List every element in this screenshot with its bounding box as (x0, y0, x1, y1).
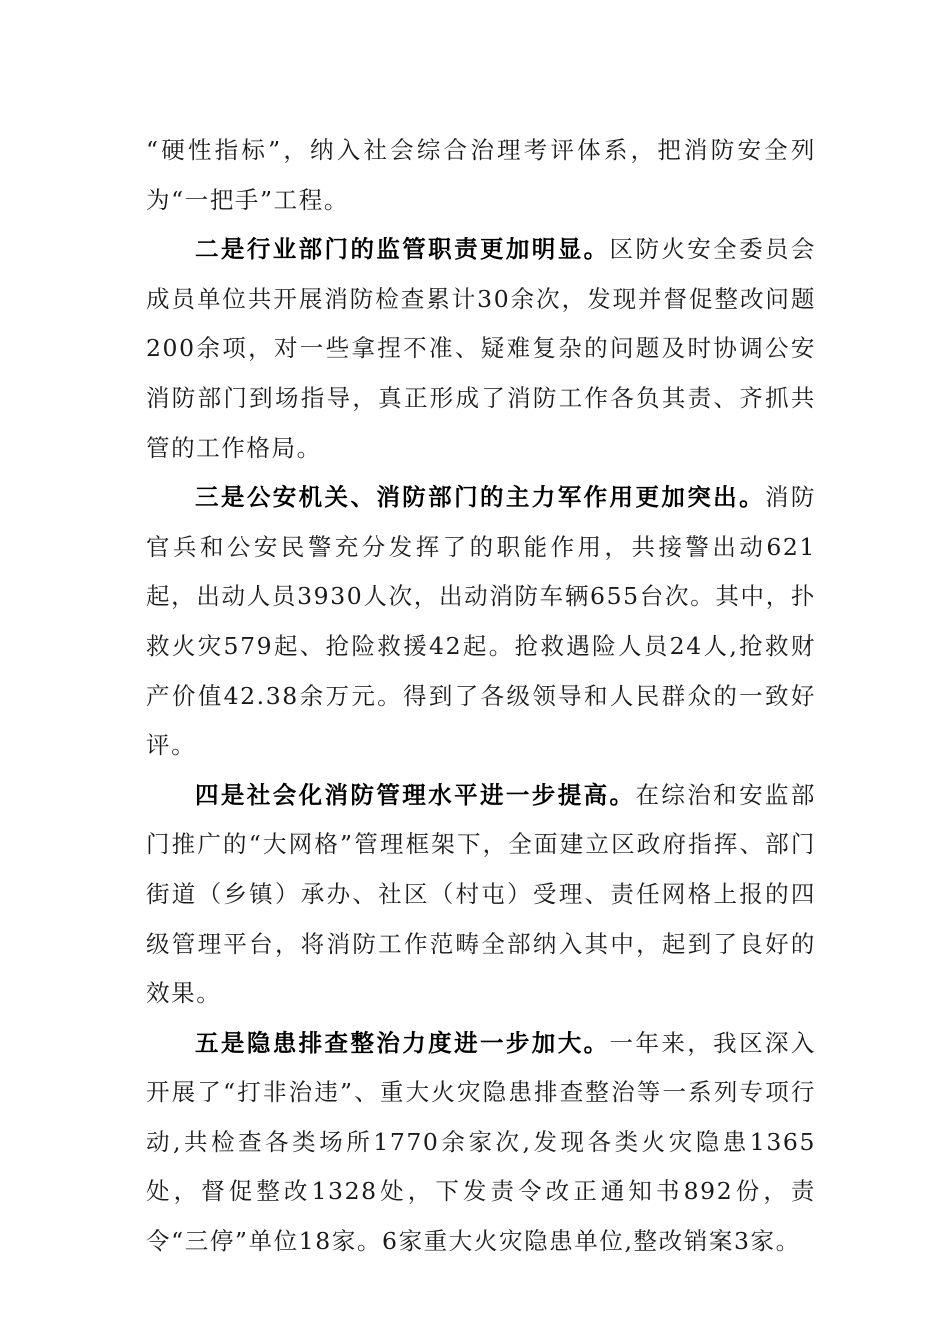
paragraph-text: 消防官兵和公安民警充分发挥了的职能作用，共接警出动621起，出动人员3930人次，出动消防车辆655台次。其中，扑救火灾579起、抢险救援42起。抢救遇险人员24人,抢救财产价值42.38余万元。得到了各级领导和人民群众的一致好评。 (146, 483, 816, 760)
paragraph-text: “硬性指标”，纳入社会综合治理考评体系，把消防安全列为“一把手”工程。 (146, 136, 816, 214)
paragraph-text: 一年来，我区深入开展了“打非治违”、重大火灾隐患排查整治等一系列专项行动,共检查各类场所1770余家次,发现各类火灾隐患1365处，督促整改1328处，下发责令改正通知书892份，责令“三停”单位18家。6家重大火灾隐患单位,整改销案3家。 (146, 1028, 816, 1256)
paragraph-heading: 三是公安机关、消防部门的主力军作用更加突出。 (195, 483, 765, 512)
paragraph-text: 区防火安全委员会成员单位共开展消防检查累计30余次，发现并督促整改问题200余项，对一些拿捏不准、疑难复杂的问题及时协调公安消防部门到场指导，真正形成了消防工作各负其责、齐抓共管的工作格局。 (146, 235, 816, 462)
document-body (146, 126, 816, 1267)
paragraph-heading: 五是隐患排查整治力度进一步加大。 (195, 1028, 610, 1057)
paragraph-hazard-rectification (146, 1019, 816, 1267)
paragraph-continuation (146, 126, 816, 225)
paragraph-heading: 二是行业部门的监管职责更加明显。 (195, 235, 610, 264)
paragraph-industry-supervision (146, 225, 816, 473)
paragraph-heading: 四是社会化消防管理水平进一步提高。 (195, 780, 636, 809)
paragraph-text: 在综治和安监部门推广的“大网格”管理框架下，全面建立区政府指挥、部门街道（乡镇）承办、社区（村屯）受理、责任网格上报的四级管理平台，将消防工作范畴全部纳入其中，起到了良好的效果。 (146, 780, 817, 1008)
paragraph-main-force (146, 473, 816, 771)
paragraph-social-management (146, 771, 816, 1019)
